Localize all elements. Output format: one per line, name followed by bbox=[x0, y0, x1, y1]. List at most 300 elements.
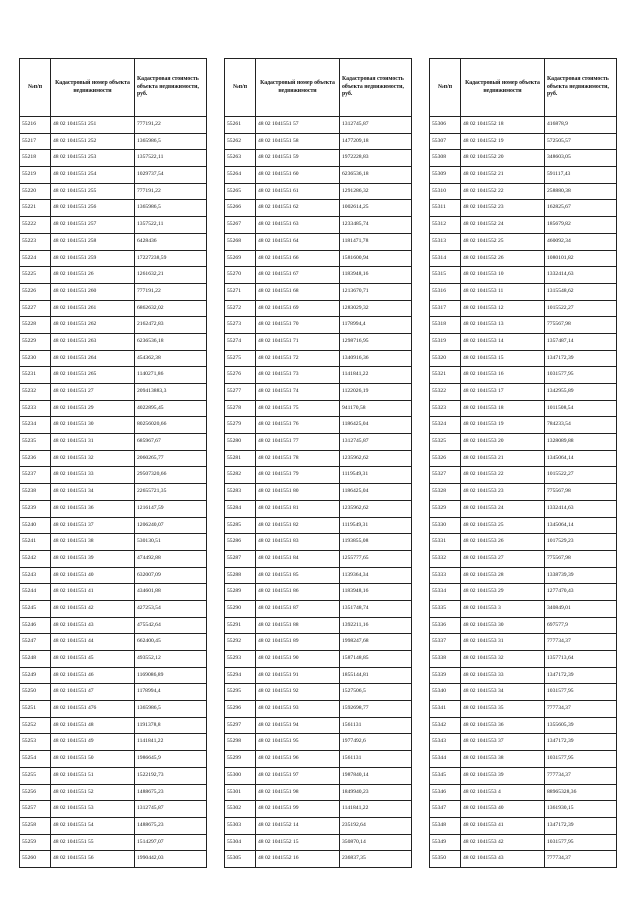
cadastral-number: 48 02 1041551 264 bbox=[51, 350, 135, 367]
cadastral-number: 48 02 1041553 40 bbox=[461, 801, 545, 818]
cadastral-cost: 1186425,04 bbox=[340, 484, 412, 501]
cadastral-number: 48 02 1041551 255 bbox=[51, 183, 135, 200]
cadastral-cost: 1365986,5 bbox=[135, 133, 207, 150]
cadastral-table-2 bbox=[224, 58, 412, 868]
table-row bbox=[225, 300, 412, 317]
cadastral-cost: 1392211,16 bbox=[340, 617, 412, 634]
table-row bbox=[225, 751, 412, 768]
table-row bbox=[430, 417, 617, 434]
cadastral-number: 48 02 1041553 21 bbox=[461, 450, 545, 467]
table-row bbox=[430, 617, 617, 634]
cadastral-number: 48 02 1041551 94 bbox=[256, 717, 340, 734]
cadastral-number: 48 02 1041551 50 bbox=[51, 751, 135, 768]
table-row bbox=[225, 417, 412, 434]
cadastral-number: 48 02 1041551 44 bbox=[51, 634, 135, 651]
cadastral-number: 48 02 1041551 97 bbox=[256, 767, 340, 784]
row-num: 55242 bbox=[20, 550, 51, 567]
row-num: 55225 bbox=[20, 267, 51, 284]
cadastral-cost: 775567,98 bbox=[545, 550, 617, 567]
cadastral-table-3 bbox=[429, 58, 617, 868]
cadastral-number: 48 02 1041551 53 bbox=[51, 801, 135, 818]
cadastral-number: 48 02 1041552 22 bbox=[461, 183, 545, 200]
table-row bbox=[20, 417, 207, 434]
row-num: 55333 bbox=[430, 567, 461, 584]
table-row bbox=[20, 167, 207, 184]
table-row bbox=[20, 217, 207, 234]
cadastral-cost: 1169086,89 bbox=[135, 667, 207, 684]
cadastral-cost: 777734,37 bbox=[545, 851, 617, 868]
table-row bbox=[225, 183, 412, 200]
cadastral-cost: 1015522,27 bbox=[545, 300, 617, 317]
cadastral-cost: 416878,9 bbox=[545, 117, 617, 134]
row-num: 55247 bbox=[20, 634, 51, 651]
row-num: 55330 bbox=[430, 517, 461, 534]
cadastral-number: 48 02 1041553 36 bbox=[461, 717, 545, 734]
table-row bbox=[430, 150, 617, 167]
cadastral-number: 48 02 1041551 31 bbox=[51, 434, 135, 451]
table-row bbox=[430, 600, 617, 617]
cadastral-cost: 1312745,87 bbox=[135, 801, 207, 818]
cadastral-number: 48 02 1041552 24 bbox=[461, 217, 545, 234]
cadastral-cost: 1119549,31 bbox=[340, 467, 412, 484]
cadastral-cost: 1235962,62 bbox=[340, 500, 412, 517]
cadastral-cost: 1477209,18 bbox=[340, 133, 412, 150]
cadastral-number: 48 02 1041551 81 bbox=[256, 500, 340, 517]
cadastral-number: 48 02 1041551 254 bbox=[51, 167, 135, 184]
cadastral-number: 48 02 1041551 57 bbox=[256, 117, 340, 134]
cadastral-cost: 1340916,36 bbox=[340, 350, 412, 367]
cadastral-number: 48 02 1041553 18 bbox=[461, 400, 545, 417]
cadastral-number: 48 02 1041553 41 bbox=[461, 817, 545, 834]
table-row bbox=[430, 667, 617, 684]
cadastral-number: 48 02 1041553 31 bbox=[461, 634, 545, 651]
cadastral-cost: 1312745,87 bbox=[340, 434, 412, 451]
row-num: 55306 bbox=[430, 117, 461, 134]
row-num: 55345 bbox=[430, 767, 461, 784]
table-row bbox=[20, 283, 207, 300]
row-num: 55245 bbox=[20, 600, 51, 617]
cadastral-number: 48 02 1041551 70 bbox=[256, 317, 340, 334]
table-row bbox=[430, 817, 617, 834]
row-num: 55276 bbox=[225, 367, 256, 384]
table-row bbox=[430, 567, 617, 584]
cadastral-cost: 1140271,86 bbox=[135, 367, 207, 384]
row-num: 55297 bbox=[225, 717, 256, 734]
row-num: 55338 bbox=[430, 651, 461, 668]
table-row bbox=[225, 233, 412, 250]
table-row bbox=[225, 484, 412, 501]
cadastral-number: 48 02 1041551 58 bbox=[256, 133, 340, 150]
cadastral-number: 48 02 1041551 59 bbox=[256, 150, 340, 167]
table-row bbox=[20, 851, 207, 868]
cadastral-cost: 1977492,6 bbox=[340, 734, 412, 751]
cadastral-number: 48 02 1041551 75 bbox=[256, 400, 340, 417]
cadastral-cost: 1002614,25 bbox=[340, 200, 412, 217]
row-num: 55314 bbox=[430, 250, 461, 267]
cadastral-number: 48 02 1041551 38 bbox=[51, 534, 135, 551]
cadastral-cost: 1277470,43 bbox=[545, 584, 617, 601]
cadastral-number: 48 02 1041552 23 bbox=[461, 200, 545, 217]
cadastral-number: 48 02 1041551 77 bbox=[256, 434, 340, 451]
row-num: 55312 bbox=[430, 217, 461, 234]
header-cadastral-number: Кадастровый номер объекта недвижимости bbox=[256, 59, 340, 117]
cadastral-number: 48 02 1041551 86 bbox=[256, 584, 340, 601]
table-row bbox=[20, 751, 207, 768]
table-row bbox=[225, 684, 412, 701]
row-num: 55295 bbox=[225, 684, 256, 701]
row-num: 55217 bbox=[20, 133, 51, 150]
table-row bbox=[20, 567, 207, 584]
cadastral-cost: 22655721,35 bbox=[135, 484, 207, 501]
cadastral-number: 48 02 1041553 28 bbox=[461, 567, 545, 584]
cadastral-cost: 775567,98 bbox=[545, 317, 617, 334]
cadastral-cost: 1998247,68 bbox=[340, 634, 412, 651]
cadastral-cost: 1345064,14 bbox=[545, 517, 617, 534]
cadastral-cost: 340849,01 bbox=[545, 600, 617, 617]
row-num: 55310 bbox=[430, 183, 461, 200]
cadastral-number: 48 02 1041551 259 bbox=[51, 250, 135, 267]
table-row bbox=[20, 333, 207, 350]
table-row bbox=[225, 600, 412, 617]
cadastral-cost: 6236536,18 bbox=[340, 167, 412, 184]
table-row bbox=[430, 651, 617, 668]
cadastral-number: 48 02 1041551 67 bbox=[256, 267, 340, 284]
header-cadastral-number: Кадастровый номер объекта недвижимости bbox=[461, 59, 545, 117]
cadastral-cost: 1191378,8 bbox=[135, 717, 207, 734]
cadastral-cost: 348603,05 bbox=[545, 150, 617, 167]
row-num: 55262 bbox=[225, 133, 256, 150]
table-row bbox=[430, 167, 617, 184]
row-num: 55344 bbox=[430, 751, 461, 768]
table-header-row bbox=[225, 59, 412, 117]
cadastral-cost: 1283029,32 bbox=[340, 300, 412, 317]
cadastral-number: 48 02 1041552 19 bbox=[461, 133, 545, 150]
cadastral-number: 48 02 1041551 98 bbox=[256, 784, 340, 801]
row-num: 55288 bbox=[225, 567, 256, 584]
row-num: 55332 bbox=[430, 550, 461, 567]
row-num: 55263 bbox=[225, 150, 256, 167]
row-num: 55285 bbox=[225, 517, 256, 534]
table-row bbox=[20, 667, 207, 684]
cadastral-cost: 777191,22 bbox=[135, 117, 207, 134]
table-row bbox=[430, 384, 617, 401]
row-num: 55226 bbox=[20, 283, 51, 300]
cadastral-cost: 591117,43 bbox=[545, 167, 617, 184]
table-row bbox=[225, 701, 412, 718]
table-row bbox=[225, 834, 412, 851]
row-num: 55264 bbox=[225, 167, 256, 184]
row-num: 55348 bbox=[430, 817, 461, 834]
table-row bbox=[225, 217, 412, 234]
row-num: 55299 bbox=[225, 751, 256, 768]
table-row bbox=[430, 233, 617, 250]
cadastral-number: 48 02 1041553 33 bbox=[461, 667, 545, 684]
row-num: 55287 bbox=[225, 550, 256, 567]
row-num: 55284 bbox=[225, 500, 256, 517]
row-num: 55303 bbox=[225, 817, 256, 834]
row-num: 55216 bbox=[20, 117, 51, 134]
cadastral-cost: 1514297,07 bbox=[135, 834, 207, 851]
cadastral-number: 48 02 1041551 71 bbox=[256, 333, 340, 350]
cadastral-cost: 1342955,89 bbox=[545, 384, 617, 401]
cadastral-number: 48 02 1041551 32 bbox=[51, 450, 135, 467]
cadastral-cost: 1255777,65 bbox=[340, 550, 412, 567]
cadastral-number: 48 02 1041551 476 bbox=[51, 701, 135, 718]
cadastral-number: 48 02 1041551 79 bbox=[256, 467, 340, 484]
table-row bbox=[430, 367, 617, 384]
cadastral-number: 48 02 1041553 39 bbox=[461, 767, 545, 784]
table-row bbox=[430, 450, 617, 467]
cadastral-number: 48 02 1041551 37 bbox=[51, 517, 135, 534]
table-row bbox=[20, 183, 207, 200]
table-row bbox=[225, 167, 412, 184]
row-num: 55308 bbox=[430, 150, 461, 167]
cadastral-number: 48 02 1041551 27 bbox=[51, 384, 135, 401]
cadastral-cost: 6862632,02 bbox=[135, 300, 207, 317]
cadastral-cost: 80256020,66 bbox=[135, 417, 207, 434]
table-row bbox=[225, 467, 412, 484]
table-row bbox=[225, 717, 412, 734]
table-row bbox=[430, 767, 617, 784]
cadastral-number: 48 02 1041551 82 bbox=[256, 517, 340, 534]
cadastral-number: 48 02 1041551 258 bbox=[51, 233, 135, 250]
row-num: 55273 bbox=[225, 317, 256, 334]
table-row bbox=[20, 350, 207, 367]
table-row bbox=[20, 584, 207, 601]
row-num: 55286 bbox=[225, 534, 256, 551]
row-num: 55300 bbox=[225, 767, 256, 784]
cadastral-number: 48 02 1041551 34 bbox=[51, 484, 135, 501]
table-row bbox=[20, 267, 207, 284]
cadastral-number: 48 02 1041551 85 bbox=[256, 567, 340, 584]
row-num: 55283 bbox=[225, 484, 256, 501]
row-num: 55275 bbox=[225, 350, 256, 367]
table-row bbox=[20, 600, 207, 617]
header-num: №п/п bbox=[20, 59, 51, 117]
cadastral-number: 48 02 1041551 29 bbox=[51, 400, 135, 417]
cadastral-cost: 1080101,82 bbox=[545, 250, 617, 267]
cadastral-cost: 1347172,39 bbox=[545, 817, 617, 834]
cadastral-table-1 bbox=[19, 58, 207, 868]
cadastral-cost: 1987840,14 bbox=[340, 767, 412, 784]
cadastral-number: 48 02 1041551 46 bbox=[51, 667, 135, 684]
row-num: 55280 bbox=[225, 434, 256, 451]
row-num: 55282 bbox=[225, 467, 256, 484]
cadastral-number: 48 02 1041551 48 bbox=[51, 717, 135, 734]
row-num: 55251 bbox=[20, 701, 51, 718]
cadastral-number: 48 02 1041551 56 bbox=[51, 851, 135, 868]
row-num: 55339 bbox=[430, 667, 461, 684]
cadastral-cost: 1119549,31 bbox=[340, 517, 412, 534]
row-num: 55272 bbox=[225, 300, 256, 317]
cadastral-cost: 434601,88 bbox=[135, 584, 207, 601]
cadastral-number: 48 02 1041551 60 bbox=[256, 167, 340, 184]
table-row bbox=[430, 851, 617, 868]
row-num: 55268 bbox=[225, 233, 256, 250]
cadastral-number: 48 02 1041551 39 bbox=[51, 550, 135, 567]
cadastral-number: 48 02 1041553 12 bbox=[461, 300, 545, 317]
row-num: 55328 bbox=[430, 484, 461, 501]
table-row bbox=[430, 267, 617, 284]
cadastral-cost: 6236536,18 bbox=[135, 333, 207, 350]
row-num: 55323 bbox=[430, 400, 461, 417]
table-row bbox=[225, 500, 412, 517]
header-cadastral-cost: Кадастровая стоимость объекта недвижимости, руб. bbox=[135, 59, 207, 117]
cadastral-number: 48 02 1041553 4 bbox=[461, 784, 545, 801]
row-num: 55237 bbox=[20, 467, 51, 484]
table-row bbox=[225, 150, 412, 167]
cadastral-cost: 235192,64 bbox=[340, 817, 412, 834]
cadastral-cost: 1031577,95 bbox=[545, 684, 617, 701]
row-num: 55324 bbox=[430, 417, 461, 434]
cadastral-cost: 1488675,23 bbox=[135, 784, 207, 801]
cadastral-number: 48 02 1041553 20 bbox=[461, 434, 545, 451]
cadastral-cost: 1855144,81 bbox=[340, 667, 412, 684]
cadastral-number: 48 02 1041551 54 bbox=[51, 817, 135, 834]
cadastral-cost: 17227238,59 bbox=[135, 250, 207, 267]
cadastral-number: 48 02 1041551 256 bbox=[51, 200, 135, 217]
cadastral-cost: 1355605,39 bbox=[545, 717, 617, 734]
cadastral-cost: 185679,82 bbox=[545, 217, 617, 234]
row-num: 55318 bbox=[430, 317, 461, 334]
row-num: 55240 bbox=[20, 517, 51, 534]
table-row bbox=[225, 133, 412, 150]
row-num: 55281 bbox=[225, 450, 256, 467]
row-num: 55220 bbox=[20, 183, 51, 200]
table-row bbox=[225, 584, 412, 601]
row-num: 55292 bbox=[225, 634, 256, 651]
cadastral-cost: 258880,38 bbox=[545, 183, 617, 200]
table-row bbox=[225, 767, 412, 784]
table-row bbox=[20, 834, 207, 851]
table-row bbox=[225, 667, 412, 684]
cadastral-number: 48 02 1041551 251 bbox=[51, 117, 135, 134]
cadastral-cost: 1183948,16 bbox=[340, 267, 412, 284]
row-num: 55343 bbox=[430, 734, 461, 751]
cadastral-cost: 697577,9 bbox=[545, 617, 617, 634]
table-row bbox=[430, 784, 617, 801]
cadastral-number: 48 02 1041551 51 bbox=[51, 767, 135, 784]
cadastral-cost: 1365986,5 bbox=[135, 701, 207, 718]
row-num: 55320 bbox=[430, 350, 461, 367]
cadastral-cost: 493552,12 bbox=[135, 651, 207, 668]
row-num: 55315 bbox=[430, 267, 461, 284]
cadastral-cost: 1347172,39 bbox=[545, 350, 617, 367]
cadastral-number: 48 02 1041551 42 bbox=[51, 600, 135, 617]
row-num: 55279 bbox=[225, 417, 256, 434]
table-row bbox=[225, 317, 412, 334]
table-row bbox=[430, 734, 617, 751]
cadastral-number: 48 02 1041551 92 bbox=[256, 684, 340, 701]
table-row bbox=[225, 117, 412, 134]
table-row bbox=[430, 200, 617, 217]
cadastral-cost: 474492,88 bbox=[135, 550, 207, 567]
row-num: 55249 bbox=[20, 667, 51, 684]
row-num: 55232 bbox=[20, 384, 51, 401]
row-num: 55294 bbox=[225, 667, 256, 684]
cadastral-cost: 2162472,83 bbox=[135, 317, 207, 334]
row-num: 55238 bbox=[20, 484, 51, 501]
cadastral-number: 48 02 1041553 43 bbox=[461, 851, 545, 868]
cadastral-cost: 1312745,87 bbox=[340, 117, 412, 134]
cadastral-cost: 1345064,14 bbox=[545, 450, 617, 467]
row-num: 55244 bbox=[20, 584, 51, 601]
cadastral-cost: 1561131 bbox=[340, 751, 412, 768]
cadastral-number: 48 02 1041553 19 bbox=[461, 417, 545, 434]
table-row bbox=[20, 400, 207, 417]
row-num: 55325 bbox=[430, 434, 461, 451]
row-num: 55239 bbox=[20, 500, 51, 517]
cadastral-cost: 1332414,63 bbox=[545, 267, 617, 284]
cadastral-cost: 1986645,9 bbox=[135, 751, 207, 768]
row-num: 55235 bbox=[20, 434, 51, 451]
table-row bbox=[225, 200, 412, 217]
cadastral-cost: 572505,57 bbox=[545, 133, 617, 150]
cadastral-number: 48 02 1041551 43 bbox=[51, 617, 135, 634]
table-row bbox=[430, 701, 617, 718]
header-num: №п/п bbox=[430, 59, 461, 117]
table-row bbox=[20, 200, 207, 217]
cadastral-cost: 1972228,83 bbox=[340, 150, 412, 167]
cadastral-number: 48 02 1041551 41 bbox=[51, 584, 135, 601]
table-row bbox=[225, 734, 412, 751]
cadastral-cost: 460092,34 bbox=[545, 233, 617, 250]
row-num: 55337 bbox=[430, 634, 461, 651]
row-num: 55230 bbox=[20, 350, 51, 367]
cadastral-cost: 777191,22 bbox=[135, 183, 207, 200]
row-num: 55335 bbox=[430, 600, 461, 617]
row-num: 55341 bbox=[430, 701, 461, 718]
row-num: 55228 bbox=[20, 317, 51, 334]
cadastral-number: 48 02 1041551 36 bbox=[51, 500, 135, 517]
cadastral-cost: 1031577,95 bbox=[545, 367, 617, 384]
cadastral-number: 48 02 1041551 63 bbox=[256, 217, 340, 234]
row-num: 55336 bbox=[430, 617, 461, 634]
cadastral-cost: 1178994,4 bbox=[135, 684, 207, 701]
header-cadastral-cost: Кадастровая стоимость объекта недвижимости, руб. bbox=[340, 59, 412, 117]
row-num: 55349 bbox=[430, 834, 461, 851]
cadastral-number: 48 02 1041551 88 bbox=[256, 617, 340, 634]
row-num: 55304 bbox=[225, 834, 256, 851]
cadastral-number: 48 02 1041551 90 bbox=[256, 651, 340, 668]
cadastral-cost: 1581600,94 bbox=[340, 250, 412, 267]
cadastral-cost: 1315548,62 bbox=[545, 283, 617, 300]
row-num: 55255 bbox=[20, 767, 51, 784]
table-row bbox=[20, 434, 207, 451]
cadastral-number: 48 02 1041553 38 bbox=[461, 751, 545, 768]
table-row bbox=[430, 801, 617, 818]
cadastral-number: 48 02 1041551 96 bbox=[256, 751, 340, 768]
cadastral-number: 48 02 1041553 29 bbox=[461, 584, 545, 601]
table-row bbox=[430, 534, 617, 551]
table-row bbox=[225, 267, 412, 284]
cadastral-cost: 1139364,34 bbox=[340, 567, 412, 584]
cadastral-number: 48 02 1041553 13 bbox=[461, 317, 545, 334]
table-row bbox=[430, 300, 617, 317]
cadastral-cost: 530130,51 bbox=[135, 534, 207, 551]
header-cadastral-number: Кадастровый номер объекта недвижимости bbox=[51, 59, 135, 117]
cadastral-number: 48 02 1041551 49 bbox=[51, 734, 135, 751]
cadastral-number: 48 02 1041553 14 bbox=[461, 333, 545, 350]
cadastral-number: 48 02 1041551 30 bbox=[51, 417, 135, 434]
cadastral-number: 48 02 1041551 84 bbox=[256, 550, 340, 567]
row-num: 55231 bbox=[20, 367, 51, 384]
cadastral-cost: 1587148,85 bbox=[340, 651, 412, 668]
row-num: 55347 bbox=[430, 801, 461, 818]
table-row bbox=[20, 817, 207, 834]
table-row bbox=[430, 217, 617, 234]
row-num: 55221 bbox=[20, 200, 51, 217]
